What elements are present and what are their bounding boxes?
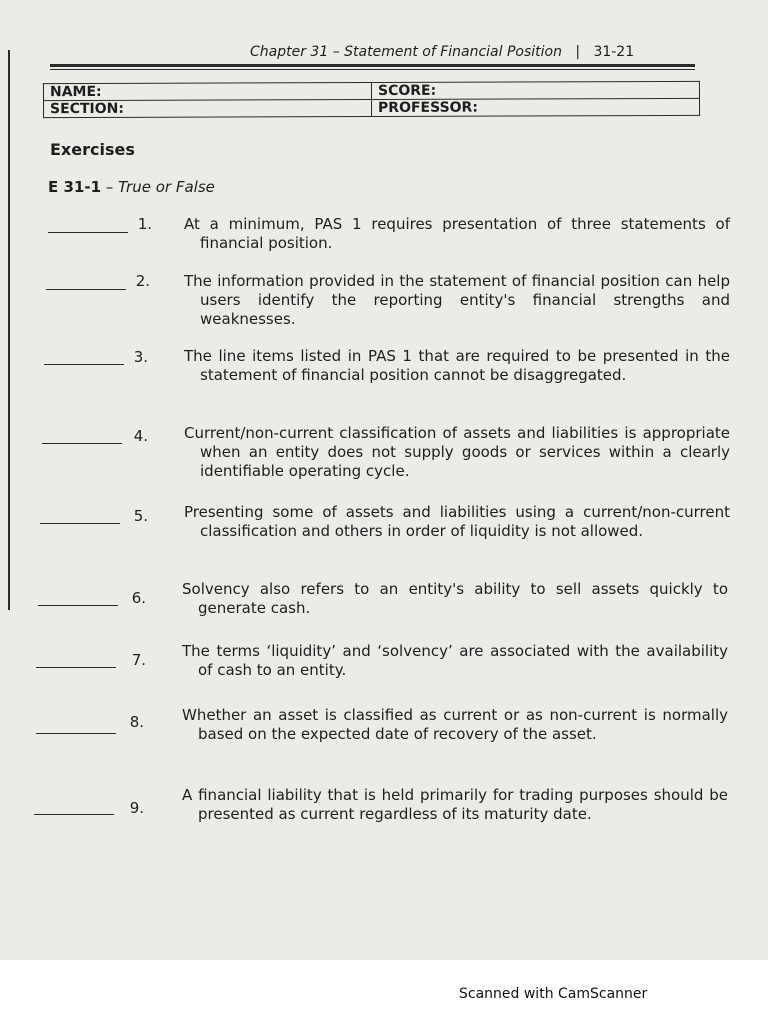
chapter-title: Chapter 31 – Statement of Financial Position	[250, 44, 562, 60]
exercise-title: True or False	[118, 178, 215, 196]
question-number: 4.	[133, 427, 148, 445]
question-number: 7.	[131, 651, 146, 669]
question-number: 8.	[129, 713, 144, 731]
question-number: 5.	[133, 507, 148, 525]
question-number: 3.	[133, 348, 148, 366]
section-heading: Exercises	[50, 140, 135, 159]
exercise-code: E 31-1	[48, 178, 102, 196]
scanner-watermark: Scanned with CamScanner	[459, 986, 648, 1002]
exercise-heading: E 31-1 – True or False	[48, 178, 215, 196]
question-number: 1.	[137, 215, 152, 233]
question-text: Current/non-current classification of assets and liabilities is appropriate when an entity does not supply goods or services within a clearly identifiable operating cycle.	[184, 424, 730, 480]
professor-field[interactable]: PROFESSOR:	[372, 98, 700, 116]
answer-blank[interactable]	[34, 814, 114, 815]
question-text: The line items listed in PAS 1 that are required to be presented in the statement of financial position cannot be disaggregated.	[184, 347, 730, 384]
page-number: 31-21	[593, 44, 635, 60]
question-text: Whether an asset is classified as current or as non-current is normally based on the expected date of recovery of the asset.	[182, 706, 728, 743]
section-field[interactable]: SECTION:	[44, 100, 372, 118]
page-header: Chapter 31 – Statement of Financial Position | 31-21	[250, 44, 635, 60]
header-rule-thin	[50, 69, 695, 70]
question-number: 9.	[129, 799, 144, 817]
answer-blank[interactable]	[36, 667, 116, 668]
margin-line	[8, 50, 10, 610]
question-number: 2.	[135, 272, 150, 290]
header-rule	[50, 64, 695, 67]
student-info-table	[43, 81, 700, 118]
name-field[interactable]: NAME:	[43, 83, 371, 101]
answer-blank[interactable]	[36, 733, 116, 734]
question-text: Solvency also refers to an entity's ability to sell assets quickly to generate cash.	[182, 580, 728, 617]
question-text: Presenting some of assets and liabilities using a current/non-current classification and others in order of liquidity is not allowed.	[184, 503, 730, 540]
score-field[interactable]: SCORE:	[371, 81, 699, 99]
question-text: The information provided in the statement of financial position can help users identify the reporting entity's financial strengths and weaknesses.	[184, 272, 730, 328]
question-text: A financial liability that is held primarily for trading purposes should be presented as current regardless of its maturity date.	[182, 786, 728, 823]
question-text: The terms ‘liquidity’ and ‘solvency’ are associated with the availability of cash to an entity.	[182, 642, 728, 679]
question-number: 6.	[131, 589, 146, 607]
question-text: At a minimum, PAS 1 requires presentation of three statements of financial position.	[184, 215, 730, 252]
